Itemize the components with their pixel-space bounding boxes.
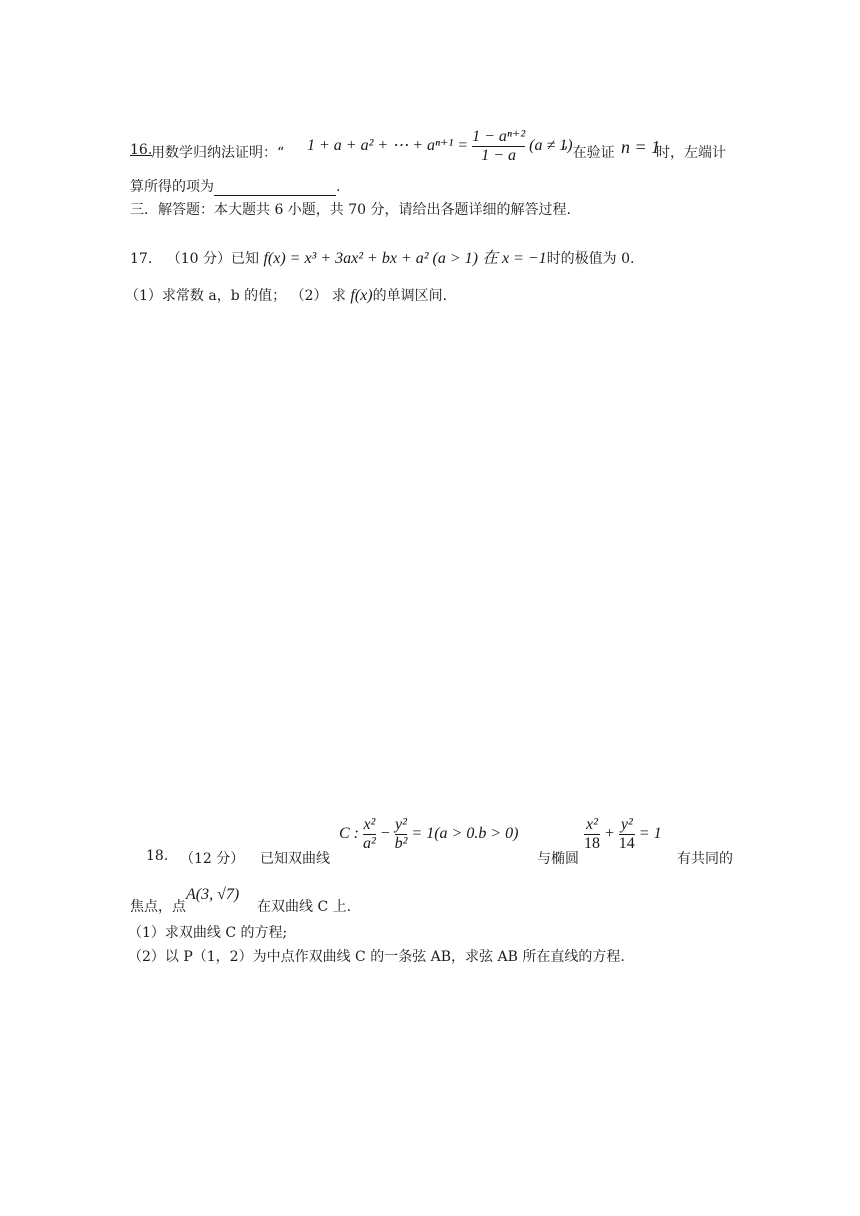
- section3-heading: 三．解答题：本大题共 6 小题，共 70 分，请给出各题详细的解答过程.: [130, 202, 571, 218]
- q18-hyp-tail: = 1(a > 0.b > 0): [411, 825, 519, 843]
- q18-prefix: 已知双曲线: [260, 851, 330, 867]
- q17-formula: f(x) = x³ + 3ax² + bx + a² (a > 1) 在 x = −1: [263, 250, 547, 267]
- q18-hyp-frac1-den: a²: [363, 835, 376, 852]
- q18-ell-frac1-den: 18: [584, 835, 600, 852]
- q17-line1: [130, 245, 635, 268]
- q18-points: （12 分）: [180, 851, 245, 867]
- q18-line2-prefix: 焦点，点: [130, 899, 186, 915]
- q16-formula-cond: (a ≠ 1): [529, 137, 573, 155]
- q16-formula-fraction: [472, 128, 525, 165]
- q17-sub1: （1）求常数 a，b 的值；: [125, 288, 287, 304]
- q16-prefix: 用数学归纳法证明：“: [151, 145, 285, 161]
- q17-line2: [125, 285, 447, 305]
- q17-sub2-prefix: （2） 求: [290, 288, 346, 304]
- q18-hyp-frac2-num: y²: [395, 816, 407, 833]
- q18-ell-frac2-den: 14: [618, 835, 635, 852]
- q18-number: 18.: [146, 848, 169, 864]
- q16-line2-end: .: [336, 179, 341, 195]
- q18-ell-frac1-num: x²: [586, 816, 598, 833]
- q18-ell-frac2-num: y²: [620, 816, 633, 833]
- q18-hyperbola: [339, 816, 518, 853]
- q18-ell-tail: = 1: [638, 825, 662, 843]
- q16-frac-num: 1 − aⁿ⁺²: [472, 128, 526, 145]
- q18-hyp-minus: −: [379, 825, 391, 843]
- q18-ell-frac1: [584, 816, 600, 853]
- q18-point: A(3, √7): [186, 886, 240, 903]
- q18-hyp-label: C :: [339, 825, 359, 843]
- q16-line2: [130, 176, 340, 196]
- q18-hyp-frac1: [363, 816, 376, 853]
- q16-formula: [307, 128, 573, 165]
- q16-formula-lhs: 1 + a + a² + ⋯ + aⁿ⁺¹ =: [307, 137, 469, 155]
- q18-ell-plus: +: [604, 825, 615, 843]
- q16-frac-den: 1 − a: [472, 146, 525, 165]
- q16-after-formula: ” 在验证: [561, 145, 615, 161]
- q18-hyp-frac1-num: x²: [363, 816, 376, 833]
- q17-number: 17.: [130, 251, 153, 267]
- q16-tail: 时，左端计: [656, 145, 726, 161]
- q18-mid: 与椭圆: [537, 851, 579, 867]
- q17-points: （10 分）: [166, 251, 231, 267]
- q17-sub2-fx: f(x): [350, 287, 373, 304]
- q18-ellipse: [584, 816, 662, 853]
- q18-ell-frac2: [619, 816, 635, 853]
- q18-hyp-frac2: [395, 816, 408, 853]
- q16-number: 16.: [130, 142, 153, 158]
- q16-answer-blank[interactable]: [214, 181, 336, 196]
- q18-line1-end: 有共同的: [677, 851, 733, 867]
- q16-verify-expr: n = 1: [621, 137, 661, 157]
- q18-sub2: （2）以 P（1，2）为中点作双曲线 C 的一条弦 AB，求弦 AB 所在直线的方程.: [128, 949, 625, 965]
- q17-prefix: 已知: [230, 251, 259, 267]
- q17-suffix: 时的极值为 0.: [546, 251, 635, 267]
- q18-hyp-frac2-den: b²: [394, 835, 408, 852]
- q18-sub1: （1）求双曲线 C 的方程;: [128, 925, 288, 941]
- q16-line2-text: 算所得的项为: [130, 179, 214, 195]
- q17-sub2-suffix: 的单调区间.: [372, 288, 448, 304]
- q18-line2-suffix: 在双曲线 C 上.: [257, 899, 352, 915]
